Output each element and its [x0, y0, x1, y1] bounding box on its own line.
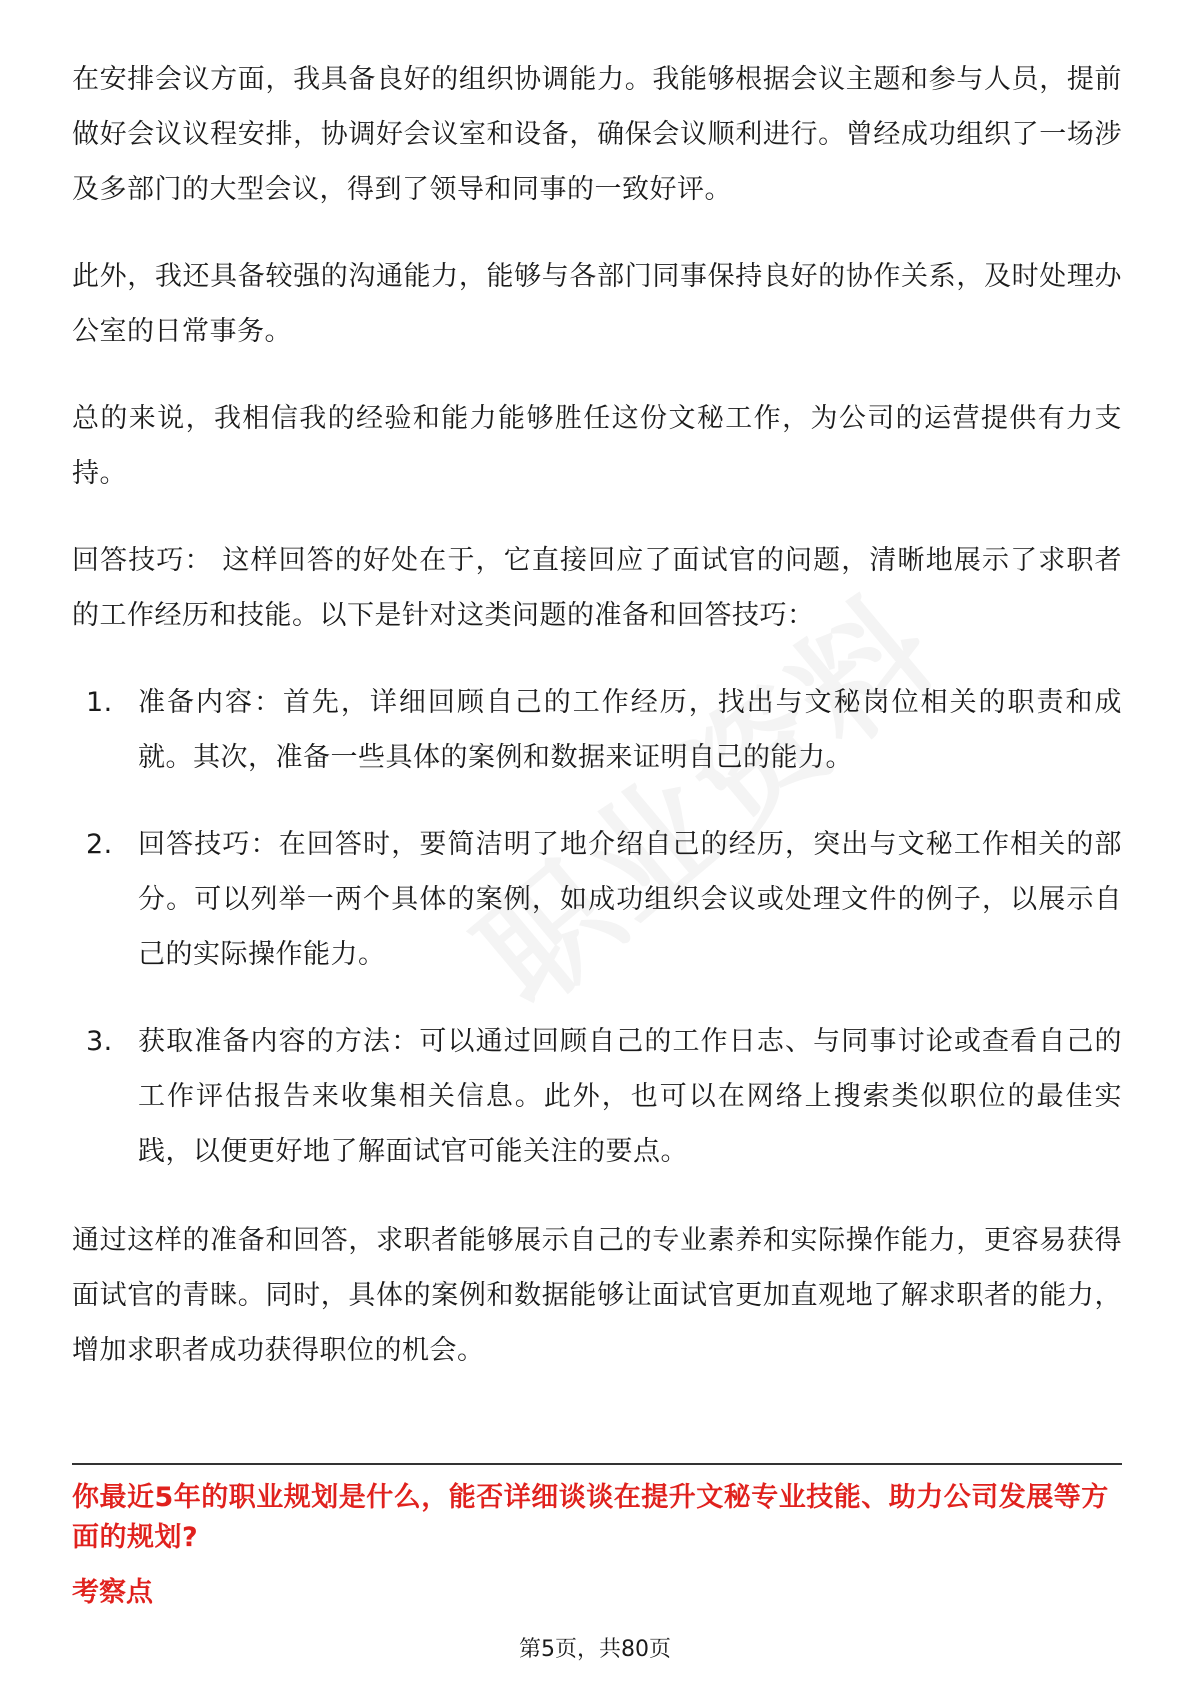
tips-list: [72, 675, 1122, 1179]
paragraph-meeting-skills: 在安排会议方面，我具备良好的组织协调能力。我能够根据会议主题和参与人员，提前做好会议议程安排，协调好会议室和设备，确保会议顺利进行。曾经成功组织了一场涉及多部门的大型会议，得到了领导和同事的一致好评。: [72, 64, 1122, 205]
section-divider: [72, 1463, 1122, 1465]
list-item: [72, 1014, 1122, 1179]
interview-question: 你最近5年的职业规划是什么，能否详细谈谈在提升文秘专业技能、助力公司发展等方面的规划?: [72, 1482, 1109, 1553]
list-text: 回答技巧：在回答时，要简洁明了地介绍自己的经历，突出与文秘工作相关的部分。可以列举一两个具体的案例，如成功组织会议或处理文件的例子，以展示自己的实际操作能力。: [138, 829, 1122, 970]
paragraph-communication: 此外，我还具备较强的沟通能力，能够与各部门同事保持良好的协作关系，及时处理办公室的日常事务。: [72, 261, 1122, 347]
list-text: 准备内容：首先，详细回顾自己的工作经历，找出与文秘岗位相关的职责和成就。其次，准备一些具体的案例和数据来证明自己的能力。: [138, 687, 1122, 773]
list-item: [72, 817, 1122, 982]
paragraph-summary: 总的来说，我相信我的经验和能力能够胜任这份文秘工作，为公司的运营提供有力支持。: [72, 403, 1122, 489]
list-number: 1.: [86, 687, 113, 718]
main-content: [72, 52, 1122, 1410]
list-number: 3.: [86, 1026, 113, 1057]
paragraph-conclusion: 通过这样的准备和回答，求职者能够展示自己的专业素养和实际操作能力，更容易获得面试官的青睐。同时，具体的案例和数据能够让面试官更加直观地了解求职者的能力，增加求职者成功获得职位的机会。: [72, 1225, 1122, 1366]
paragraph-answer-tips: 回答技巧： 这样回答的好处在于，它直接回应了面试官的问题，清晰地展示了求职者的工作经历和技能。以下是针对这类问题的准备和回答技巧：: [72, 545, 1122, 631]
page-number-footer: 第5页，共80页: [519, 1637, 671, 1662]
section-label-assessment-points: 考察点: [72, 1577, 153, 1608]
list-number: 2.: [86, 829, 113, 860]
list-item: [72, 675, 1122, 785]
list-text: 获取准备内容的方法：可以通过回顾自己的工作日志、与同事讨论或查看自己的工作评估报告来收集相关信息。此外，也可以在网络上搜索类似职位的最佳实践，以便更好地了解面试官可能关注的要点。: [138, 1026, 1122, 1167]
